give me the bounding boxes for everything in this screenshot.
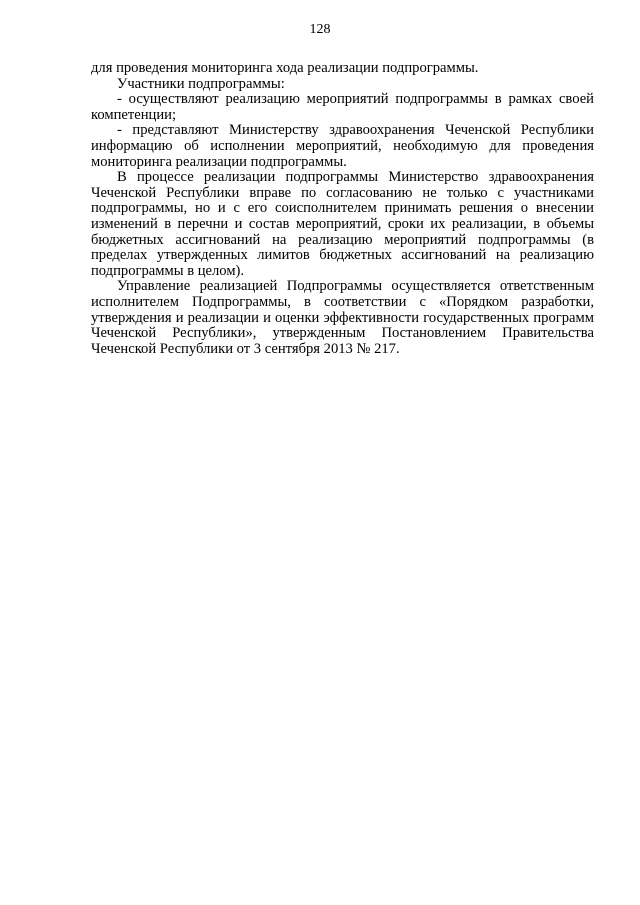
paragraph-ministry-changes: В процессе реализации подпрограммы Министерство здравоохранения Чеченской Республики вправе по согласованию не только с участниками подпрограммы, но и с его соисполнителем принимать решения о внесении изменений в перечни и состав мероприятий, сроки их реализации, в объемы бюджетных ассигнований на реализацию мероприятий подпрограммы (в пределах утвержденных лимитов бюджетных ассигнований на реализацию подпрограммы в целом).	[91, 169, 594, 279]
paragraph-participants-implement: - осуществляют реализацию мероприятий подпрограммы в рамках своей компетенции;	[91, 91, 594, 123]
paragraph-participants-heading: Участники подпрограммы:	[117, 75, 285, 92]
document-body	[91, 61, 594, 357]
paragraph-monitoring-continuation: для проведения мониторинга хода реализации подпрограммы.	[91, 60, 479, 76]
page-number: 128	[309, 22, 331, 37]
paragraph-management: Управление реализацией Подпрограммы осуществляется ответственным исполнителем Подпрограммы, в соответствии с «Порядком разработки, утверждения и реализации и оценки эффективности государственных программ Чеченской Республики», утвержденным Постановлением Правительства Чеченской Республики от 3 сентября 2013 № 217.	[91, 278, 594, 357]
paragraph-participants-report: - представляют Министерству здравоохранения Чеченской Республики информацию об исполнении мероприятий, необходимую для проведения мониторинга реализации подпрограммы.	[91, 122, 594, 170]
